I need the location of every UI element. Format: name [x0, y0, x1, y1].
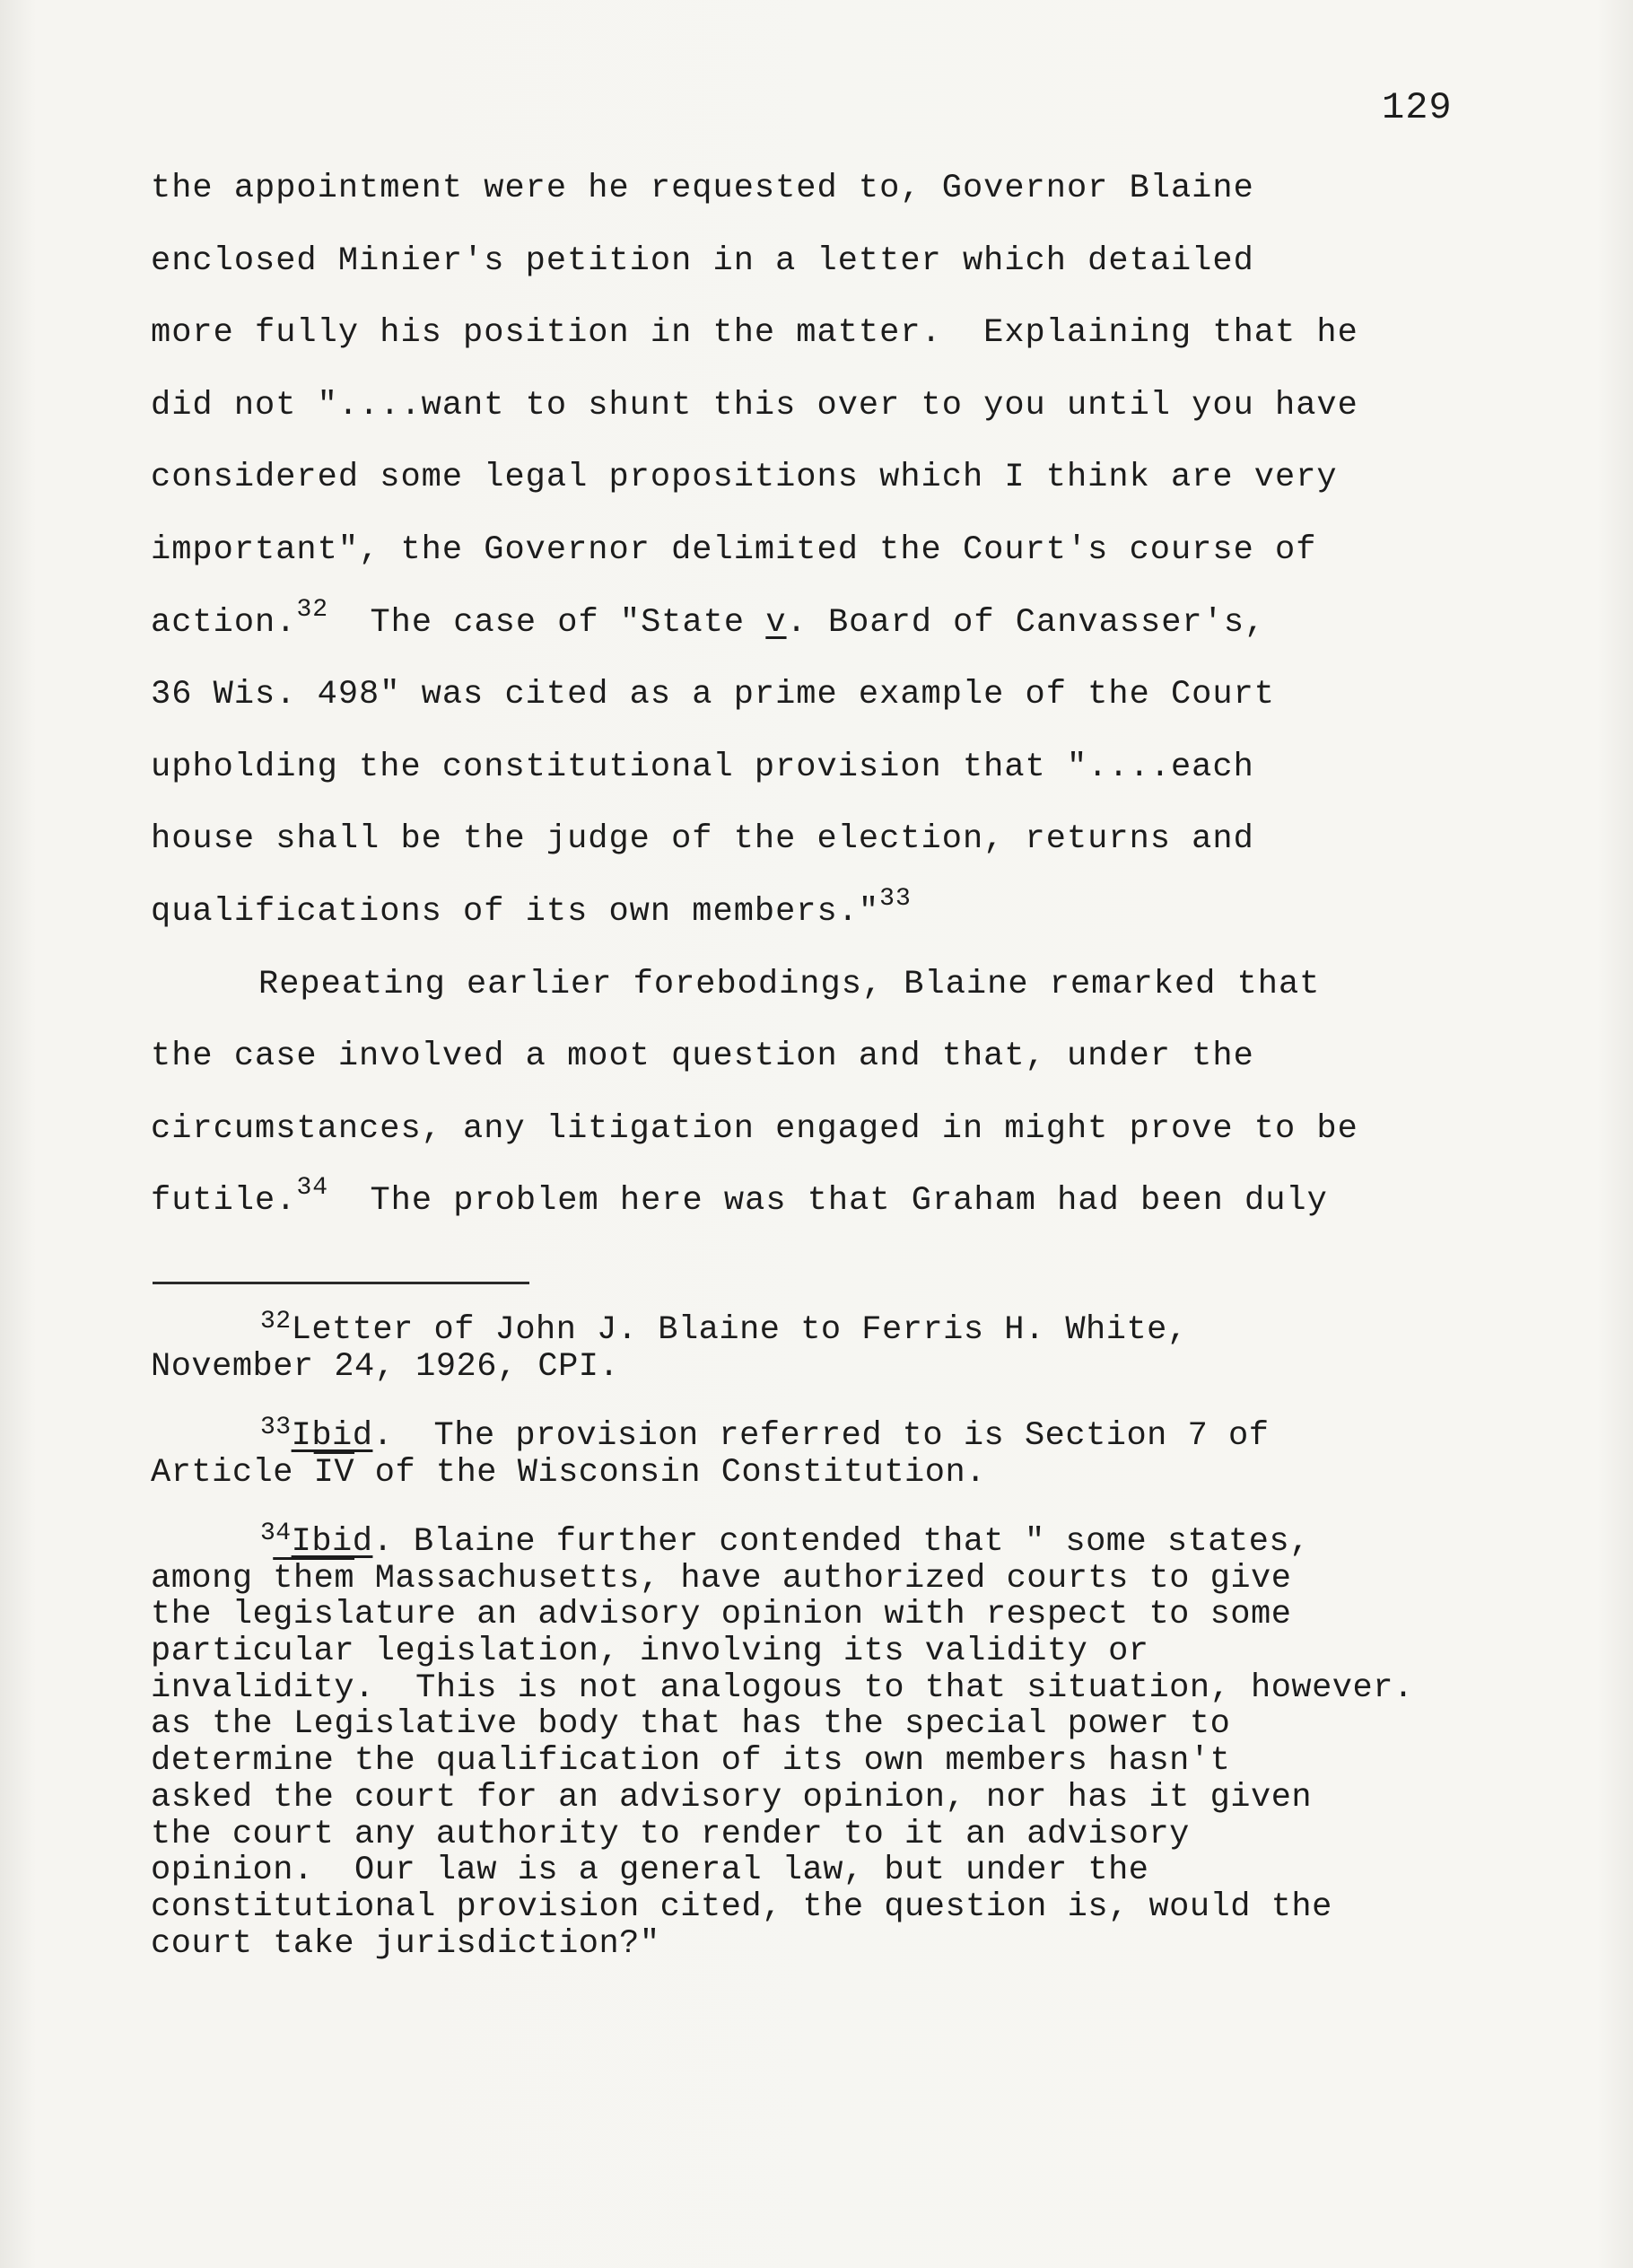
body-text: [151, 153, 1515, 1238]
footnote-separator: [153, 1282, 529, 1284]
footnote-line: particular legislation, involving its validity or: [151, 1633, 1149, 1671]
body-line: more fully his position in the matter. Explaining that he: [151, 314, 1358, 353]
roman-numeral: $\overline{IV}$: [313, 1453, 355, 1492]
footnote-line: [151, 1414, 1515, 1455]
body-line: considered some legal propositions which I think are very: [151, 459, 1338, 497]
footnote-ref-34: 34: [296, 1174, 329, 1203]
ibid-underlined: Ibid: [291, 1417, 373, 1455]
overlined-word: them: [273, 1559, 355, 1598]
body-line: the case involved a moot question and that, under the: [151, 1038, 1254, 1076]
footnote-line: [151, 1455, 1515, 1492]
footnote-text: . Blaine further contended that " some states,: [372, 1523, 1310, 1561]
footnote-line: [151, 1519, 1515, 1561]
footnote-marker: 33: [260, 1414, 292, 1441]
footnote-33: [151, 1414, 1515, 1492]
body-text-segment: action.: [151, 603, 297, 642]
footnote-34: [151, 1519, 1515, 1963]
ibid-underlined: Ibid: [291, 1523, 373, 1561]
footnote-line: the legislature an advisory opinion with respect to some: [151, 1596, 1292, 1634]
footnote-line: [151, 1308, 1515, 1349]
footnote-marker: 34: [260, 1519, 292, 1547]
body-text-segment: The problem here was that Graham had been duly: [328, 1182, 1328, 1221]
body-line: 36 Wis. 498" was cited as a prime example of the Court: [151, 676, 1275, 714]
footnote-line: constitutional provision cited, the question is, would the: [151, 1887, 1332, 1926]
footnote-marker: 32: [260, 1308, 292, 1335]
footnote-line: [151, 1561, 1515, 1598]
body-text-segment: . Board of Canvasser's,: [786, 603, 1266, 642]
footnote-text: . The provision referred to is Section 7 of: [372, 1417, 1270, 1455]
body-line: did not "....want to shunt this over to you until you have: [151, 386, 1358, 425]
footnote-text: Letter of John J. Blaine to Ferris H. White,: [291, 1311, 1188, 1349]
body-line: circumstances, any litigation engaged in might prove to be: [151, 1109, 1358, 1148]
footnote-line: as the Legislative body that has the special power to: [151, 1705, 1231, 1744]
page-number: 129: [1382, 86, 1453, 129]
body-line: [151, 587, 1515, 660]
footnote-line: asked the court for an advisory opinion, nor has it given: [151, 1778, 1313, 1817]
footnote-line: the court any authority to render to it an advisory: [151, 1815, 1190, 1853]
body-line: [151, 876, 1515, 949]
footnote-text: among: [151, 1559, 274, 1598]
footnote-line: court take jurisdiction?": [151, 1924, 660, 1963]
footnote-text: Massachusetts, have authorized courts to give: [354, 1559, 1292, 1598]
body-line: upholding the constitutional provision that "....each: [151, 748, 1254, 786]
body-line: important", the Governor delimited the Court's course of: [151, 530, 1317, 569]
footnote-32: [151, 1308, 1515, 1386]
body-text-segment: qualifications of its own members.": [151, 892, 880, 931]
footnote-line: invalidity. This is not analogous to that situation, however.: [151, 1668, 1414, 1707]
body-line: [151, 1165, 1515, 1238]
footnote-line: determine the qualification of its own members hasn't: [151, 1742, 1231, 1781]
footnote-text: of the Wisconsin Constitution.: [354, 1453, 986, 1492]
body-line: enclosed Minier's petition in a letter which detailed: [151, 241, 1254, 280]
footnote-ref-32: 32: [296, 595, 329, 624]
body-text-segment: The case of "State: [328, 603, 766, 642]
body-line: house shall be the judge of the election, returns and: [151, 820, 1254, 859]
body-line: Repeating earlier forebodings, Blaine remarked that: [258, 965, 1321, 1003]
underlined-v: v: [765, 603, 787, 642]
footnote-ref-33: 33: [879, 884, 912, 913]
body-text-segment: futile.: [151, 1182, 297, 1221]
footnote-line: opinion. Our law is a general law, but under the: [151, 1852, 1149, 1890]
footnote-line: November 24, 1926, CPI.: [151, 1347, 620, 1386]
body-line: the appointment were he requested to, Governor Blaine: [151, 170, 1254, 207]
footnote-text: Article: [151, 1453, 314, 1492]
